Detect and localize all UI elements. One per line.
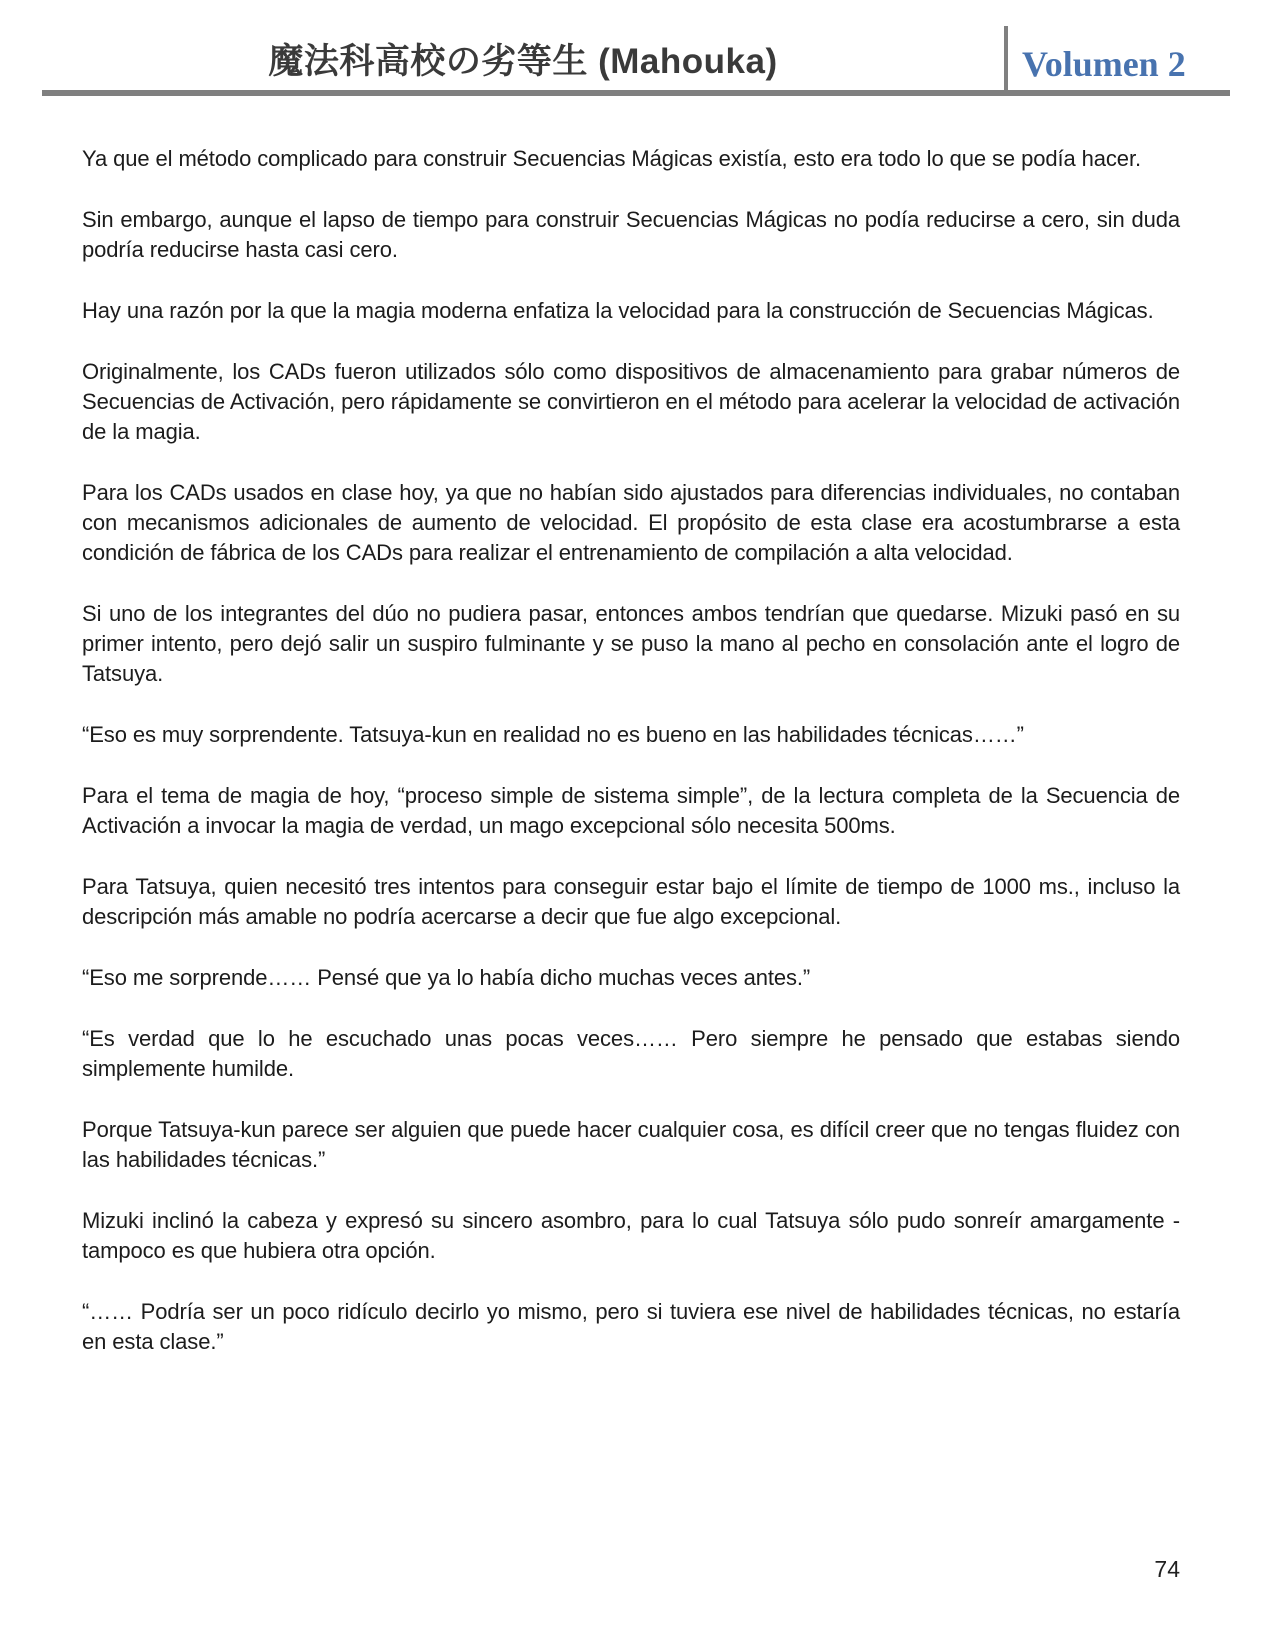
paragraph-3: Hay una razón por la que la magia moderna enfatiza la velocidad para la construcción de Secuencias Mágicas. bbox=[82, 298, 1154, 323]
header-volume-cell bbox=[1008, 46, 1230, 90]
page-header bbox=[0, 26, 1275, 96]
paragraph-14: “…… Podría ser un poco ridículo decirlo yo mismo, pero si tuviera ese nivel de habilidades técnicas, no estaría en esta clase.” bbox=[82, 1299, 1180, 1354]
page-number: 74 bbox=[1154, 1556, 1180, 1582]
paragraph-9: Para Tatsuya, quien necesitó tres intentos para conseguir estar bajo el límite de tiempo de 1000 ms., incluso la descripción más amable no podría acercarse a decir que fue algo excepcional. bbox=[82, 874, 1180, 929]
paragraph-11: “Es verdad que lo he escuchado unas pocas veces…… Pero siempre he pensado que estabas siendo simplemente humilde. bbox=[82, 1026, 1180, 1081]
paragraph-13: Mizuki inclinó la cabeza y expresó su sincero asombro, para lo cual Tatsuya sólo pudo sonreír amargamente - tampoco es que hubiera otra opción. bbox=[82, 1208, 1180, 1263]
paragraph-8: Para el tema de magia de hoy, “proceso simple de sistema simple”, de la lectura completa de la Secuencia de Activación a invocar la magia de verdad, un mago excepcional sólo necesita 500ms. bbox=[82, 783, 1180, 838]
paragraph-12: Porque Tatsuya-kun parece ser alguien que puede hacer cualquier cosa, es difícil creer que no tengas fluidez con las habilidades técnicas.” bbox=[82, 1117, 1180, 1172]
page-body bbox=[0, 96, 1275, 1357]
paragraph-1: Ya que el método complicado para construir Secuencias Mágicas existía, esto era todo lo que se podía hacer. bbox=[82, 146, 1141, 171]
volume-label: Volumen 2 bbox=[1022, 44, 1186, 84]
page-footer bbox=[1154, 1556, 1180, 1583]
page-title: 魔法科高校の劣等生 (Mahouka) bbox=[268, 42, 778, 81]
header-title-cell bbox=[42, 34, 1004, 90]
header-row bbox=[42, 26, 1230, 90]
paragraph-4: Originalmente, los CADs fueron utilizados sólo como dispositivos de almacenamiento para grabar números de Secuencias de Activación, pero rápidamente se convirtieron en el método para acelerar la velocidad de activación de la magia. bbox=[82, 359, 1181, 444]
paragraph-2: Sin embargo, aunque el lapso de tiempo para construir Secuencias Mágicas no podía reducirse a cero, sin duda podría reducirse hasta casi cero. bbox=[82, 207, 1180, 262]
paragraph-10: “Eso me sorprende…… Pensé que ya lo había dicho muchas veces antes.” bbox=[82, 965, 811, 990]
paragraph-7: “Eso es muy sorprendente. Tatsuya-kun en realidad no es bueno en las habilidades técnicas……” bbox=[82, 722, 1024, 747]
paragraph-5: Para los CADs usados en clase hoy, ya que no habían sido ajustados para diferencias individuales, no contaban con mecanismos adicionales de aumento de velocidad. El propósito de esta clase era acostumbrarse a esta condición de fábrica de los CADs para realizar el entrenamiento de compilación a alta velocidad. bbox=[82, 480, 1180, 565]
paragraph-6: Si uno de los integrantes del dúo no pudiera pasar, entonces ambos tendrían que quedarse. Mizuki pasó en su primer intento, pero dejó salir un suspiro fulminante y se puso la mano al pecho en consolación ante el logro de Tatsuya. bbox=[82, 601, 1180, 686]
